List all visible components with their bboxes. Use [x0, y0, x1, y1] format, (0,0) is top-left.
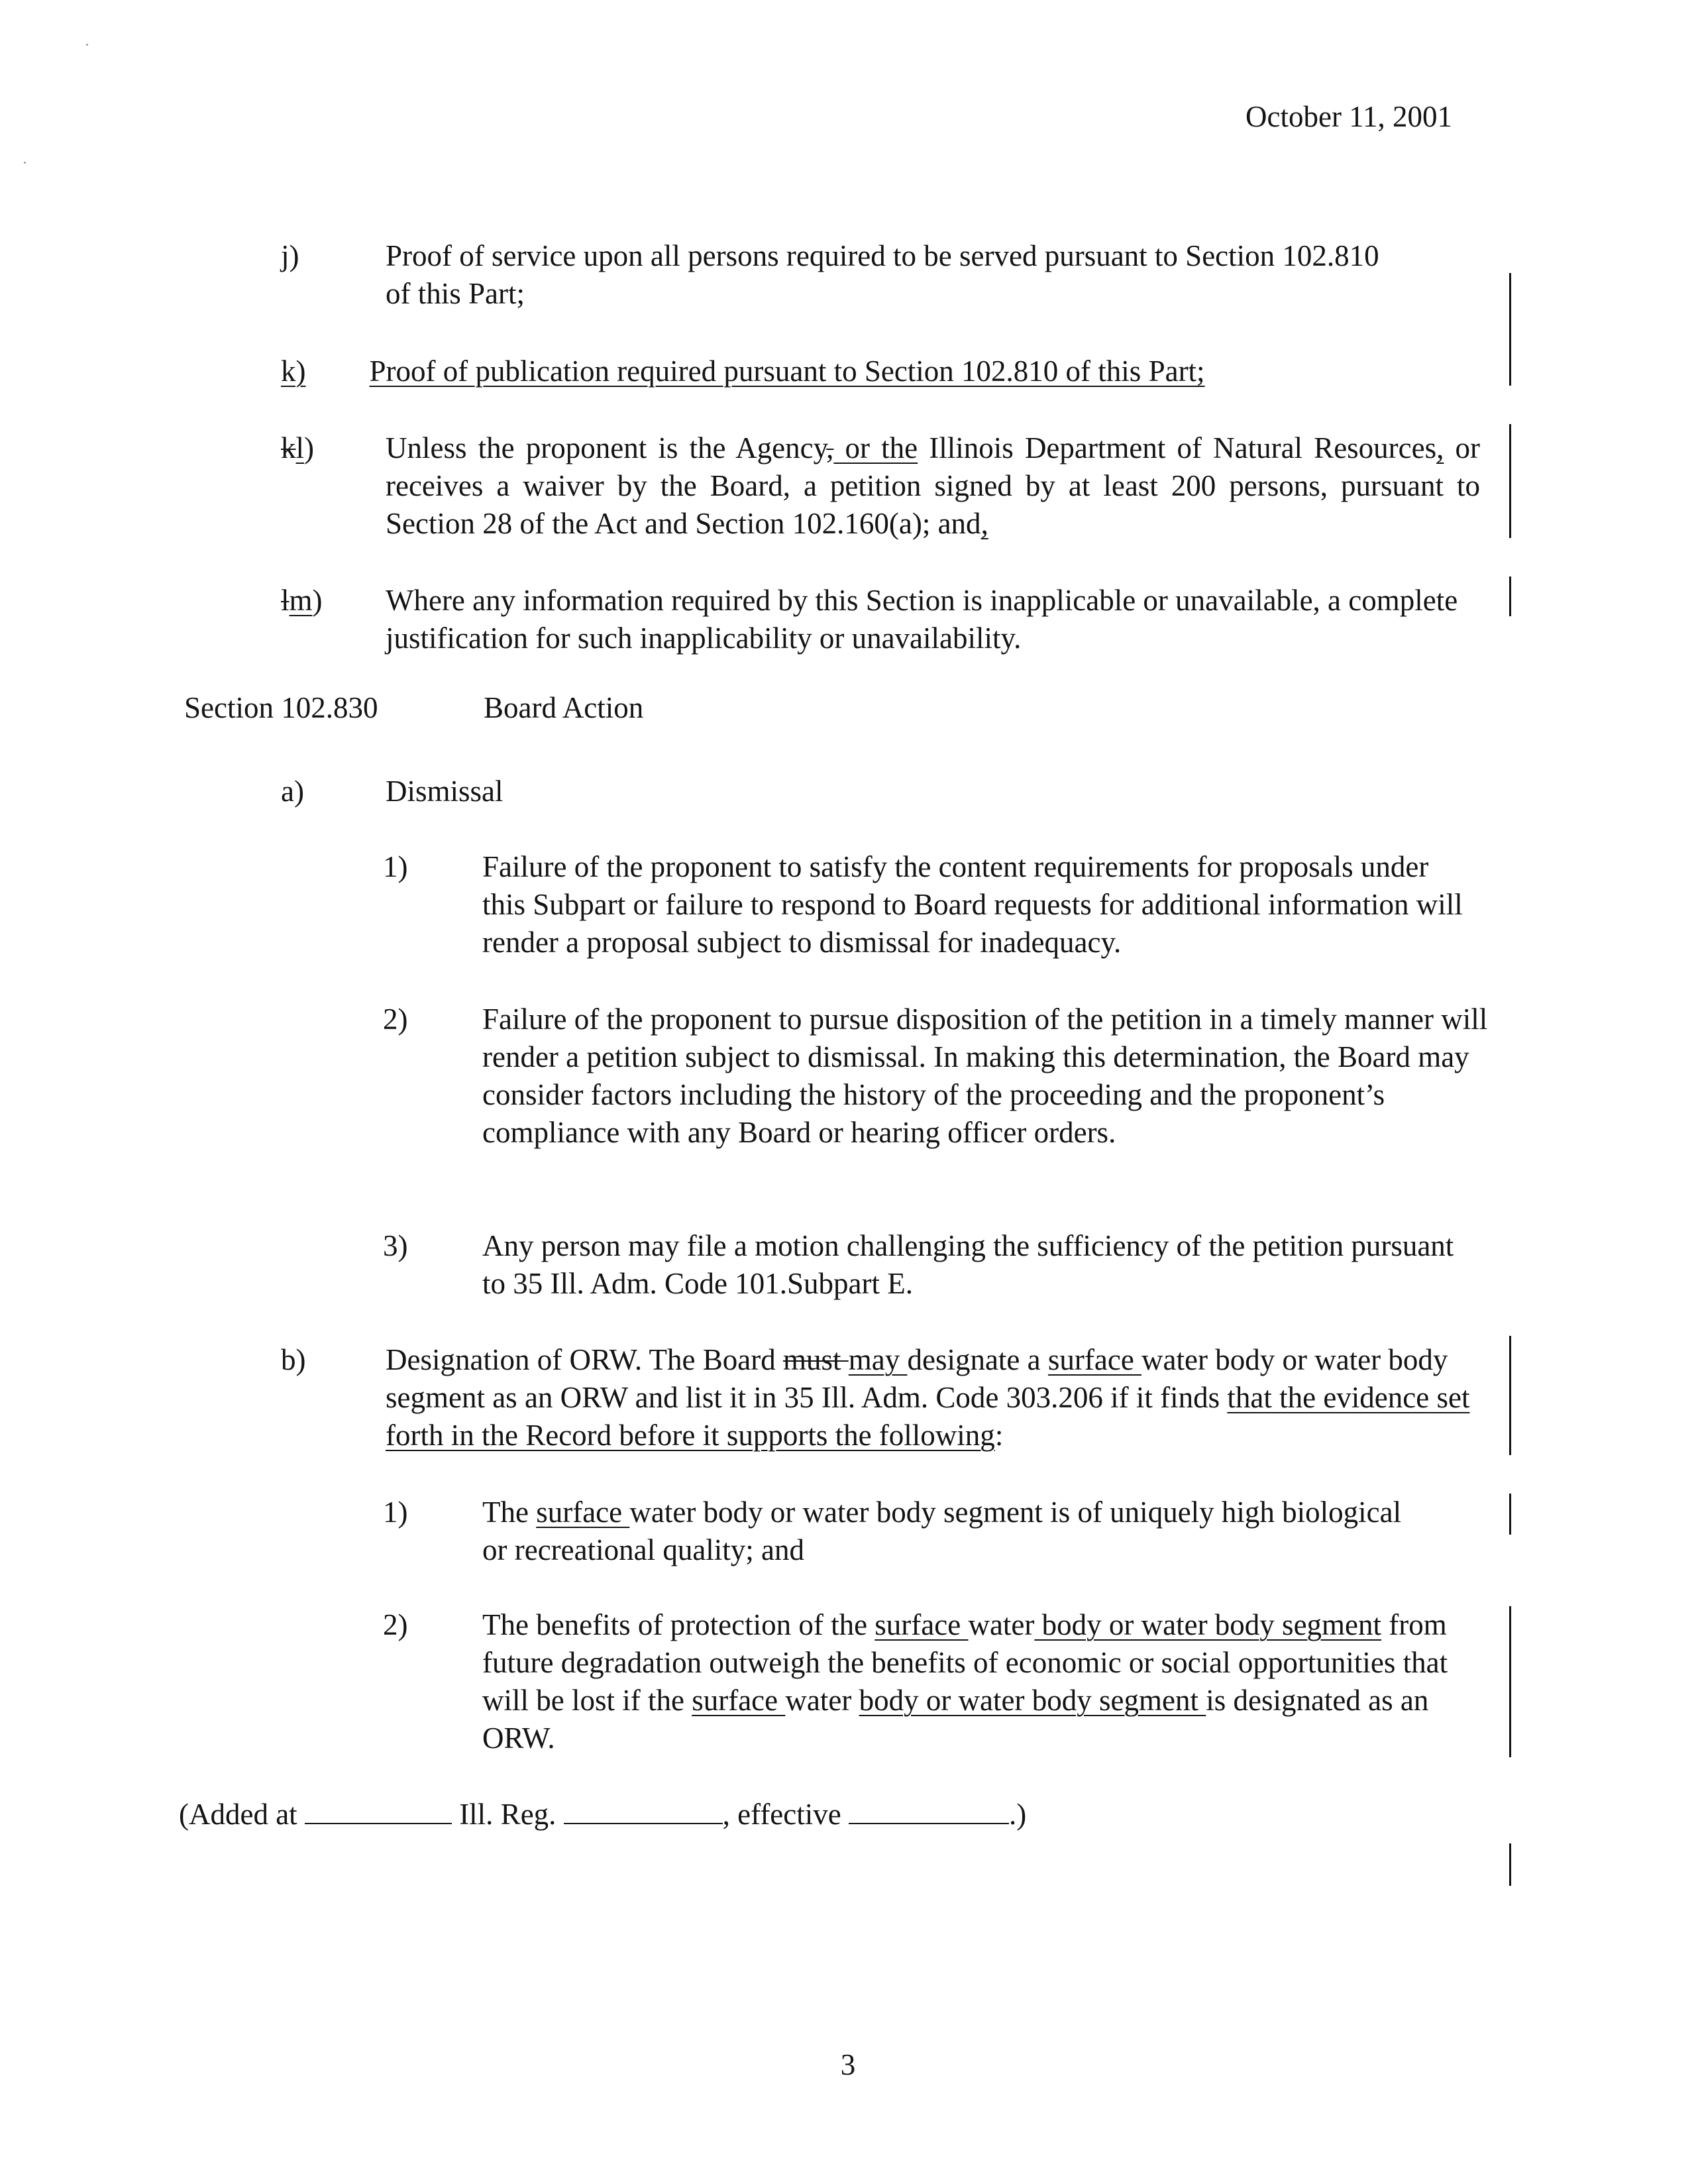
a-2-text: Failure of the proponent to pursue disposition of the petition in a timely manner will render a petition subject to dismissal. In making this determination, the Board may consider factors including the history of the proceeding and the proponent’s compliance with any Board or hearing officer orders. — [482, 1003, 1488, 1149]
inserted-text: surface — [874, 1608, 969, 1641]
a-1-text: Failure of the proponent to satisfy the content requirements for proposals under this Subpart or failure to respond to Board requests for additional information will render a proposal subject to dismissal for inadequacy. — [482, 850, 1463, 959]
inserted-text: surface — [1047, 1343, 1142, 1376]
a-3-text: Any person may file a motion challenging the sufficiency of the petition pursuant to 35 Ill. Adm. Code 101.Subpart E. — [482, 1229, 1454, 1300]
b-1-text — [482, 1494, 1410, 1569]
inserted-text: may — [848, 1343, 908, 1376]
document-date: October 11, 2001 — [1246, 100, 1453, 133]
inserted-text: body or water body segment — [1034, 1608, 1382, 1641]
section-title: Board Action — [484, 691, 644, 724]
deleted-text: must — [782, 1343, 849, 1376]
text-run: water body or water body segment is of uniquely high biological or recreational quality; and — [482, 1496, 1402, 1566]
inserted-text: surface — [692, 1684, 786, 1717]
subsection-b-marker: b) — [281, 1343, 306, 1376]
close-paren: .) — [1008, 1798, 1027, 1831]
text-run: Unless the proponent is the Agency — [386, 431, 827, 464]
item-m-text: Where any information required by this Section is inapplicable or unavailable, a complete justification for such inapplicability or unavailability. — [386, 584, 1458, 655]
text-run: Designation of ORW. The Board — [386, 1343, 783, 1376]
deleted-marker-text: l — [281, 584, 290, 617]
blank-line — [849, 1796, 1009, 1824]
comma: , — [722, 1798, 730, 1831]
deleted-marker-text: k — [281, 431, 296, 464]
revision-bar — [1509, 424, 1511, 538]
text-run: Illinois Department of Natural Resources — [918, 431, 1437, 464]
effective-label: effective — [737, 1798, 841, 1831]
text-run: : — [994, 1419, 1004, 1452]
text-run: water — [968, 1608, 1035, 1641]
text-run: The benefits of protection of the — [482, 1608, 875, 1641]
subsection-b-text — [386, 1341, 1485, 1454]
item-l-text — [386, 429, 1480, 543]
blank-line — [305, 1796, 452, 1824]
a-2-marker: 2) — [383, 1003, 408, 1036]
text-run: from future degradation outweigh the benefits of economic or social opportunities that will be lost if the — [482, 1608, 1448, 1717]
added-at-label: (Added at — [179, 1798, 297, 1831]
revision-bar — [1509, 576, 1511, 616]
page-number: 3 — [840, 2048, 856, 2081]
revision-bar — [1509, 1494, 1511, 1535]
b-2-text — [482, 1606, 1450, 1757]
text-run: water body or water body segment as an ORW and list it in 35 Ill. Adm. Code 303.206 if it finds — [386, 1343, 1448, 1414]
subsection-a-marker: a) — [281, 775, 304, 808]
subsection-a-heading: Dismissal — [386, 775, 504, 808]
inserted-text: , — [980, 507, 988, 540]
item-k-marker: k) — [281, 355, 306, 388]
revision-bar — [1509, 1606, 1511, 1757]
source-note — [179, 1796, 1026, 1833]
item-m-marker — [281, 582, 323, 620]
scan-speck — [86, 44, 88, 46]
text-run: water — [785, 1684, 859, 1717]
revision-bar — [1509, 273, 1511, 386]
text-run: designate a — [907, 1343, 1048, 1376]
text-run: The — [482, 1496, 537, 1529]
inserted-text: or the — [833, 431, 918, 464]
blank-line — [564, 1796, 723, 1824]
b-2-marker: 2) — [383, 1608, 408, 1641]
inserted-text: surface — [536, 1496, 630, 1529]
item-j-marker: j) — [281, 239, 299, 272]
item-j-text: Proof of service upon all persons required to be served pursuant to Section 102.810 of this Part; — [386, 239, 1379, 310]
inserted-marker-text: l — [295, 431, 305, 464]
text-run: is designated as an ORW. — [482, 1684, 1429, 1755]
inserted-marker-text: m — [289, 584, 313, 617]
revision-bar — [1509, 1843, 1511, 1886]
section-number: Section 102.830 — [184, 691, 378, 724]
b-1-marker: 1) — [383, 1496, 408, 1529]
inserted-text: body or water body segment — [859, 1684, 1206, 1717]
item-k — [281, 353, 1314, 390]
inserted-text: , — [1436, 431, 1444, 464]
a-1-marker: 1) — [383, 850, 408, 883]
marker-paren: ) — [304, 431, 315, 464]
item-l-marker — [281, 429, 314, 467]
scan-speck — [24, 162, 26, 164]
item-k-text: Proof of publication required pursuant to Section 102.810 of this Part; — [369, 355, 1205, 388]
ill-reg-label: Ill. Reg. — [459, 1798, 556, 1831]
a-3-marker: 3) — [383, 1229, 408, 1262]
marker-paren: ) — [312, 584, 323, 617]
revision-bar — [1509, 1336, 1511, 1455]
deleted-text: , — [826, 431, 834, 464]
inserted-text: that the evidence set forth in the Record before it supports the following — [386, 1381, 1470, 1452]
text-run: or receives a waiver by the Board, a petition signed by at least 200 persons, pursuant to Section 28 of the Act and Section 102.160(a); and — [386, 431, 1480, 540]
